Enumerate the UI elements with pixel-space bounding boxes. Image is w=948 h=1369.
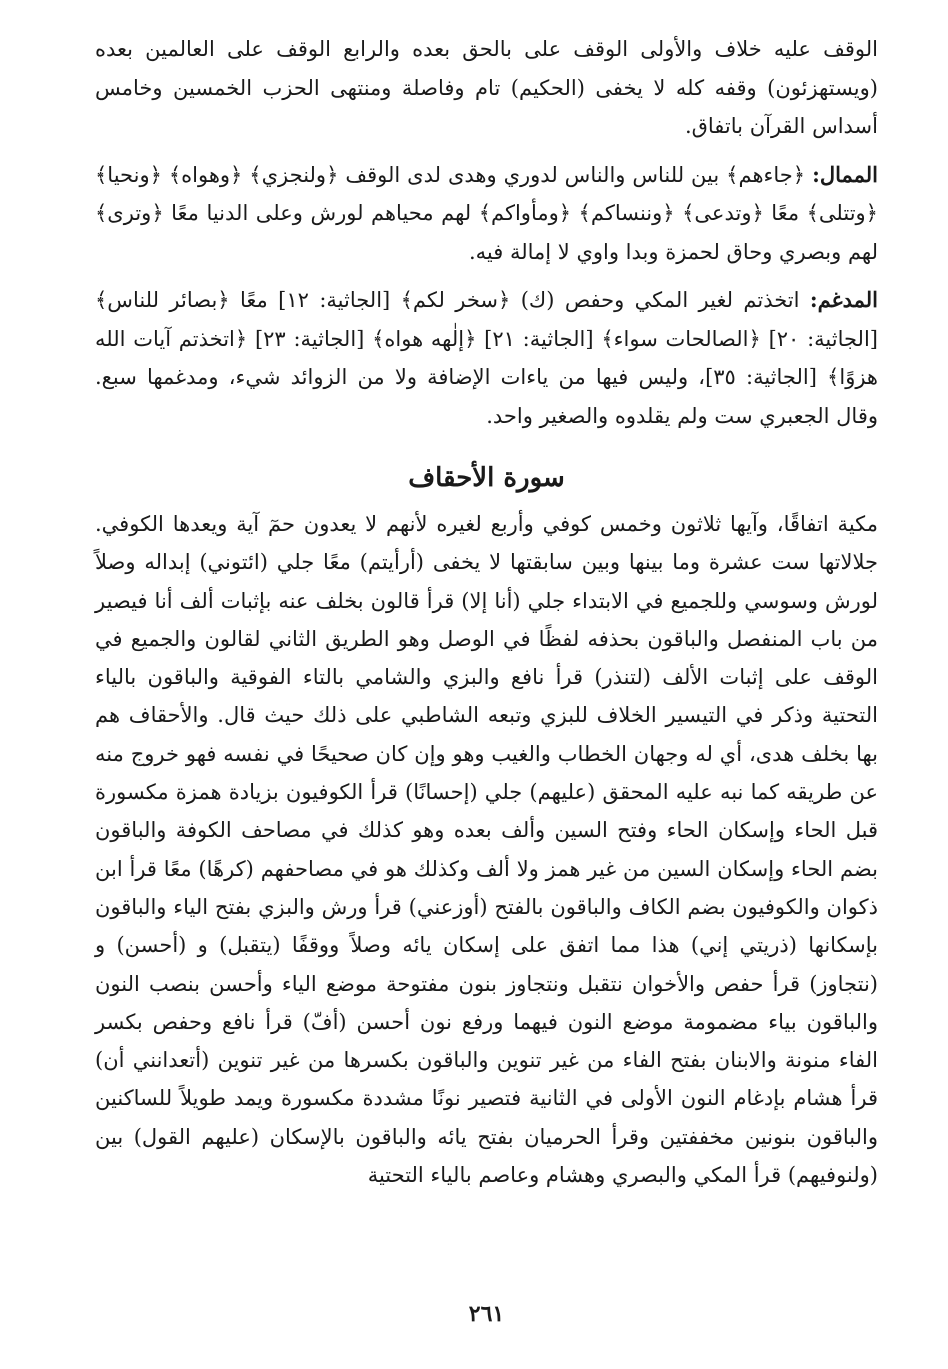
waqf-text: الوقف عليه خلاف والأولى الوقف على بالحق بعده والرابع الوقف على العالمين بعده (ويستهزئون) وقفه كله لا يخفى (الحكيم) تام وفاصلة ومنتهى الحزب الخمسين وخامس أسداس القرآن باتفاق. [95,37,878,138]
surah-body: مكية اتفاقًا، وآيها ثلاثون وخمس كوفي وأربع لغيره لأنهم لا يعدون حمٓ آية ويعدها الكوفي. جلالاتها ست عشرة وما بينها وبين سابقتها لا يخفى (أرأيتم) معًا جلي (ائتوني) إبداله وصلاً لورش وسوسي وللجميع في الابتداء جلي (أنا إلا) قرأ قالون بخلف عنه بإثبات ألف أنا فيصير من باب المنفصل والباقون بحذفه لفظًا في الوصل وهو الطريق الثاني لقالون والجميع في الوقف على إثبات الألف (لتنذر) قرأ نافع والبزي والشامي بالتاء الفوقية والباقون بالياء التحتية وذكر في التيسير الخلاف للبزي وتبعه الشاطبي على ذلك حيث قال. والأحقاف هم بها بخلف هدى، أي له وجهان الخطاب والغيب وهو وإن كان صحيحًا في نفسه فهو خروج منه عن طريقه كما نبه عليه المحقق (عليهم) جلي (إحسانًا) قرأ الكوفيون بزيادة همزة مكسورة قبل الحاء وإسكان الحاء وفتح السين وألف بعده وهو كذلك في مصاحف الكوفة والباقون بضم الحاء وإسكان السين من غير همز ولا ألف وكذلك هو في مصاحفهم (كرهًا) معًا قرأ ابن ذكوان والكوفيون بضم الكاف والباقون بالفتح (أوزعني) قرأ ورش والبزي بفتح الياء والباقون بإسكانها (ذريتي إني) هذا مما اتفق على إسكان يائه وصلاً ووقفًا (يتقبل) و (أحسن) و (نتجاوز) قرأ حفص والأخوان نتقبل ونتجاوز بنون مفتوحة موضع الياء وأحسن بنصب النون والباقون بياء مضمومة موضع النون فيهما ورفع نون أحسن (أفّ) قرأ نافع وحفص بكسر الفاء منونة والابنان بفتح الفاء من غير تنوين والباقون بكسرها من غير تنوين (أتعدانني أن) قرأ هشام بإدغام النون الأولى في الثانية فتصير نونًا مشددة مكسورة ويمد طويلاً للساكنين والباقون بنونين مخففتين وقرأ الحرميان بفتح يائه والباقون بالإسكان (عليهم القول) بين (ولنوفيهم) قرأ المكي والبصري وهشام وعاصم بالياء التحتية [95,512,878,1188]
document-page [95,30,878,1329]
page-number: ٢٦١ [468,1301,505,1327]
imala-label: الممال: [812,161,878,187]
idgham-paragraph [95,281,878,435]
imala-paragraph [95,156,878,272]
idgham-label: المدغم: [809,287,878,312]
waqf-paragraph [95,30,878,146]
idgham-text: اتخذتم لغير المكي وحفص (ك) ﴿سخر لكم﴾ [الجاثية: ١٢] معًا ﴿بصائر للناس﴾ [الجاثية: ٢٠] ﴿الصالحات سواء﴾ [الجاثية: ٢١] ﴿إلٰهه هواه﴾ [الجاثية: ٢٣] ﴿اتخذتم آيات الله هزوًا﴾ [الجاثية: ٣٥]، وليس فيها من ياءات الإضافة ولا من الزوائد شيء، ومدغمها سبع. وقال الجعبري ست ولم يقلدوه والصغير واحد. [95,288,878,428]
surah-title: سورة الأحقاف [408,463,565,493]
imala-text: ﴿جاءهم﴾ بين للناس والناس لدوري وهدى لدى الوقف ﴿ولنجزي﴾ ﴿وهواه﴾ ﴿ونحيا﴾ ﴿وتتلى﴾ معًا ﴿وتدعى﴾ ﴿وننساكم﴾ ﴿ومأواكم﴾ لهم محياهم لورش وعلى الدنيا معًا ﴿وترى﴾ لهم وبصري وحاق لحمزة وبدا واوي لا إمالة فيه. [95,162,878,264]
